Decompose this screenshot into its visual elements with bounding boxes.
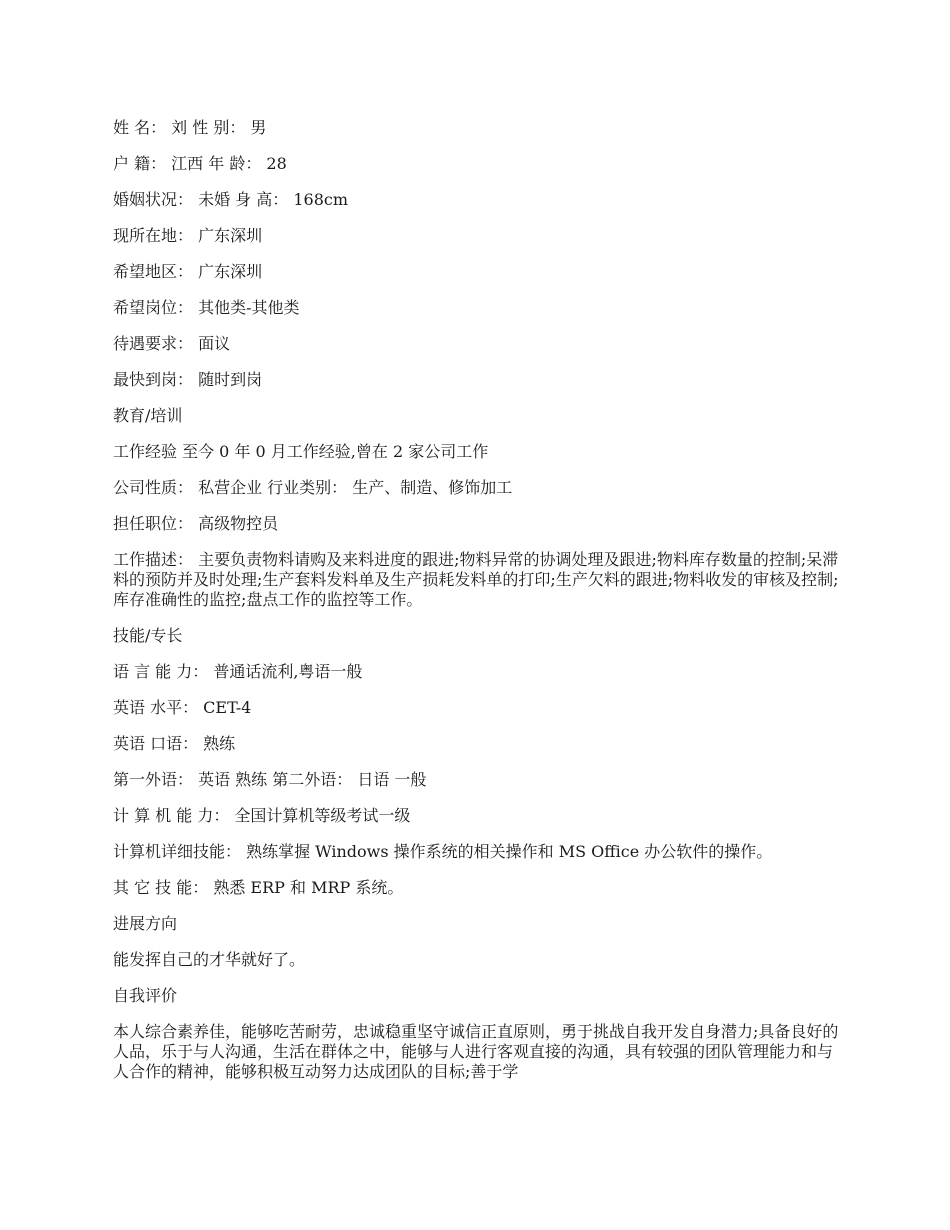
job-title-line: 担任职位： 高级物控员 (113, 514, 279, 533)
language-ability-line: 语 言 能 力： 普通话流利,粤语一般 (113, 662, 363, 681)
current-location-line: 现所在地： 广东深圳 (113, 226, 263, 245)
resume-document (113, 118, 841, 1098)
computer-ability-line: 计 算 机 能 力： 全国计算机等级考试一级 (113, 806, 411, 825)
availability-line: 最快到岗： 随时到岗 (113, 370, 263, 389)
job-description-paragraph: 工作描述： 主要负责物料请购及来料进度的跟进;物料异常的协调处理及跟进;物料库存数量的控制;呆滞料的预防并及时处理;生产套料发料单及生产损耗发料单的打印;生产欠料的跟进;物料收发的审核及控制;库存准确性的监控;盘点工作的监控等工作。 (113, 550, 839, 609)
other-skills-line: 其 它 技 能： 熟悉 ERP 和 MRP 系统。 (113, 878, 404, 897)
name-gender-line: 姓 名： 刘 性 别： 男 (113, 118, 267, 137)
hometown-age-line: 户 籍： 江西 年 龄： 28 (113, 154, 287, 173)
english-speaking-line: 英语 口语： 熟练 (113, 734, 236, 753)
english-level-line: 英语 水平： CET-4 (113, 698, 252, 717)
section-heading-direction: 进展方向 (113, 914, 178, 933)
salary-expectation-line: 待遇要求： 面议 (113, 334, 231, 353)
work-experience-line: 工作经验 至今 0 年 0 月工作经验,曾在 2 家公司工作 (113, 442, 489, 461)
self-evaluation-paragraph: 本人综合素养佳，能够吃苦耐劳，忠诚稳重坚守诚信正直原则，勇于挑战自我开发自身潜力;具备良好的人品，乐于与人沟通，生活在群体之中，能够与人进行客观直接的沟通，具有较强的团队管理能力和与人合作的精神，能够积极互动努力达成团队的目标;善于学 (113, 1022, 839, 1081)
company-industry-line: 公司性质： 私营企业 行业类别： 生产、制造、修饰加工 (113, 478, 513, 497)
section-heading-skills: 技能/专长 (113, 626, 183, 645)
computer-skills-paragraph: 计算机详细技能： 熟练掌握 Windows 操作系统的相关操作和 MS Office 办公软件的操作。 (113, 842, 773, 861)
desired-region-line: 希望地区： 广东深圳 (113, 262, 263, 281)
section-heading-education: 教育/培训 (113, 406, 183, 425)
foreign-languages-line: 第一外语： 英语 熟练 第二外语： 日语 一般 (113, 770, 427, 789)
marital-height-line: 婚姻状况： 未婚 身 高： 168cm (113, 190, 349, 209)
section-heading-self-evaluation: 自我评价 (113, 986, 178, 1005)
desired-position-line: 希望岗位： 其他类-其他类 (113, 298, 300, 317)
career-direction-line: 能发挥自己的才华就好了。 (113, 950, 306, 969)
